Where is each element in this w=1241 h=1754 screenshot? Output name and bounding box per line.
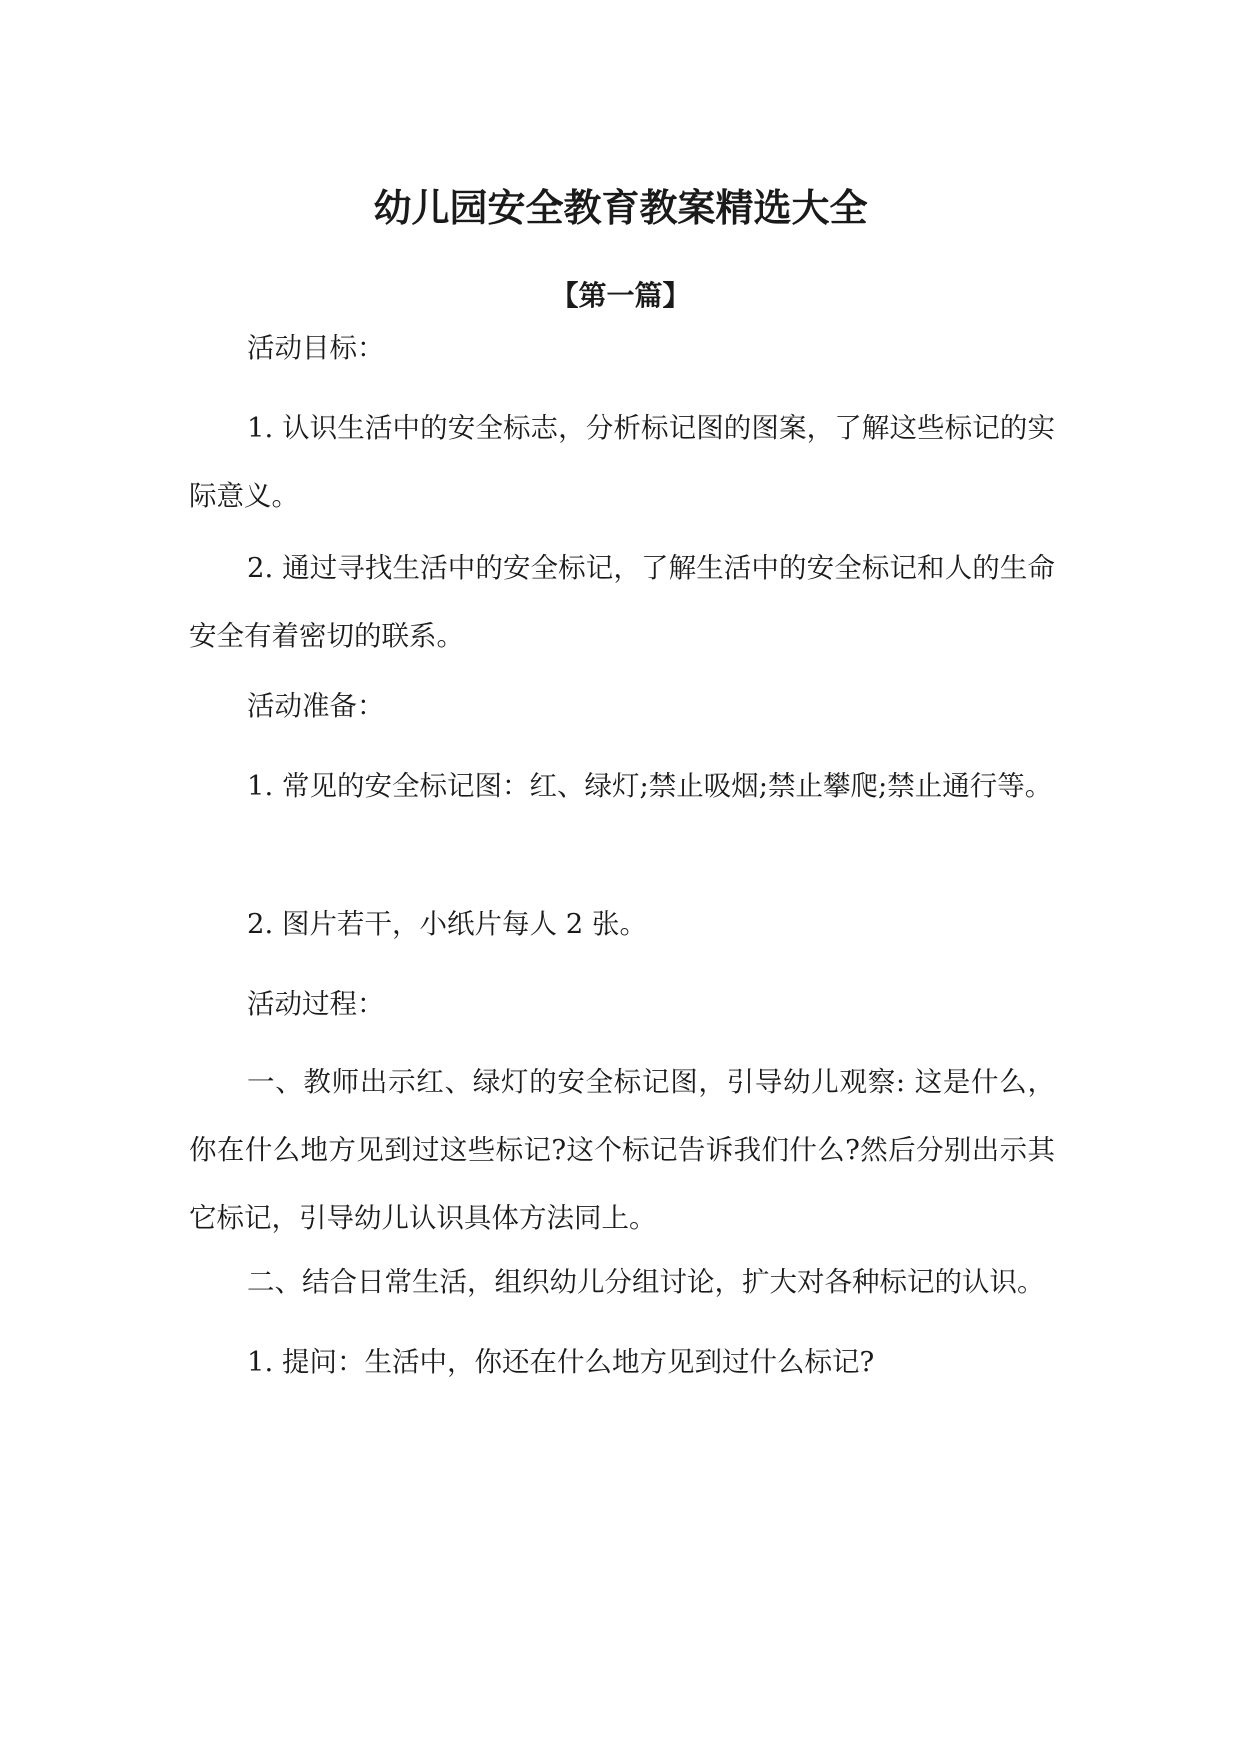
paragraph-process-1: 一、教师出示红、绿灯的安全标记图，引导幼儿观察: 这是什么，你在什么地方见到过这些标记?这个标记告诉我们什么?然后分别出示其它标记，引导幼儿认识具体方法同上。	[189, 1066, 1055, 1234]
paragraph-goals-heading: 活动目标：	[247, 332, 385, 364]
section-heading: 【第一篇】	[550, 279, 691, 312]
paragraph-prep-1: 1. 常见的安全标记图：红、绿灯;禁止吸烟;禁止攀爬;禁止通行等。	[247, 770, 1053, 802]
paragraph-process-heading: 活动过程：	[247, 988, 385, 1020]
paragraph-goal-2: 2. 通过寻找生活中的安全标记，了解生活中的安全标记和人的生命安全有着密切的联系。	[189, 552, 1055, 652]
paragraph-goal-1: 1. 认识生活中的安全标志，分析标记图的图案，了解这些标记的实际意义。	[189, 412, 1055, 512]
paragraph-process-2: 二、结合日常生活，组织幼儿分组讨论，扩大对各种标记的认识。	[247, 1266, 1045, 1298]
paragraph-question-1: 1. 提问：生活中，你还在什么地方见到过什么标记?	[247, 1346, 875, 1378]
paragraph-prep-2: 2. 图片若干，小纸片每人 2 张。	[247, 908, 647, 940]
document-title: 幼儿园安全教育教案精选大全	[373, 186, 868, 230]
paragraph-prep-heading: 活动准备：	[247, 690, 385, 722]
